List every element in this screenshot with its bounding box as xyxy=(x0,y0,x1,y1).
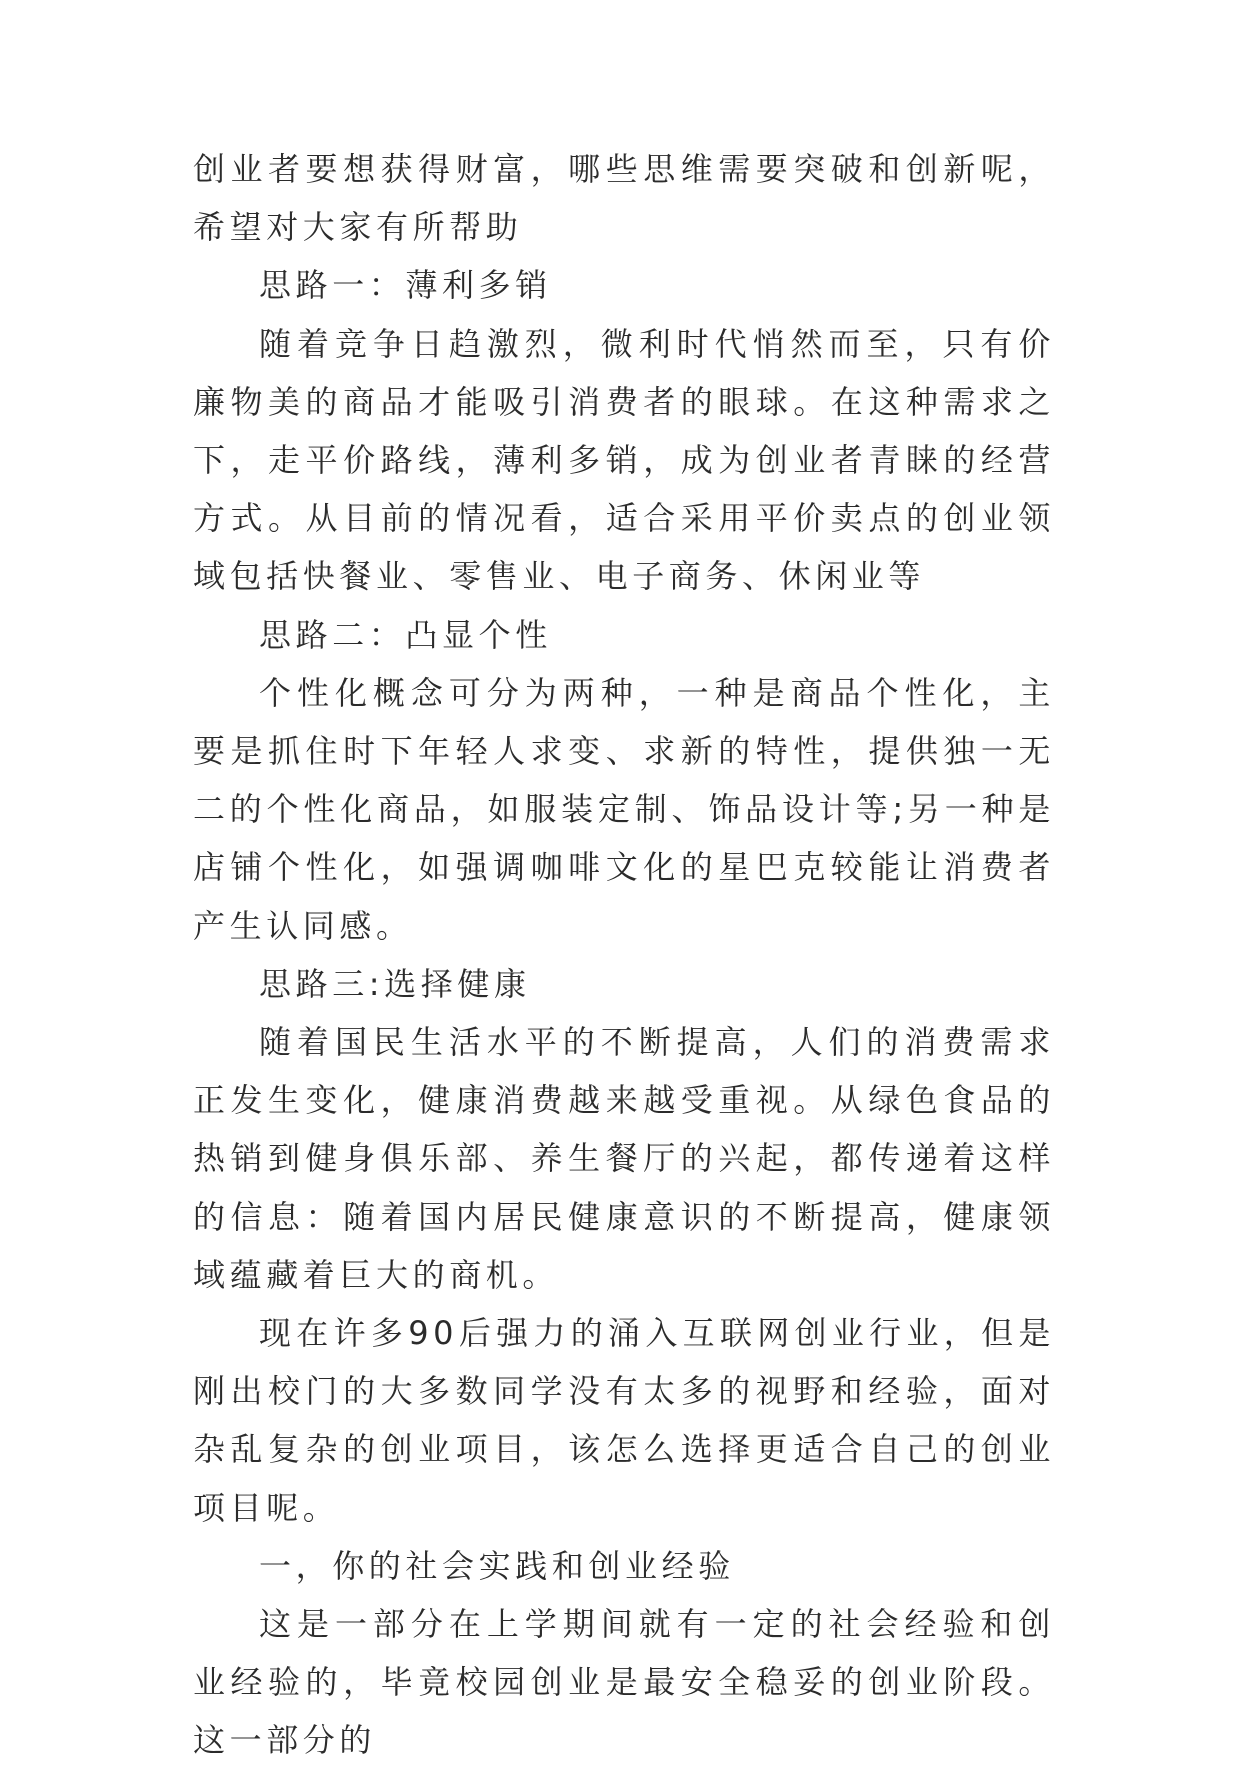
paragraph-idea-three: 随着国民生活水平的不断提高，人们的消费需求正发生变化，健康消费越来越受重视。从绿色食品的热销到健身俱乐部、养生餐厅的兴起，都传递着这样的信息：随着国内居民健康意识的不断提高，健康领域蕴藏着巨大的商机。 xyxy=(193,1023,1055,1294)
section-heading-experience: 一，你的社会实践和创业经验 xyxy=(259,1546,735,1585)
paragraph-post-90s: 现在许多90后强力的涌入互联网创业行业，但是刚出校门的大多数同学没有太多的视野和经验，面对杂乱复杂的创业项目，该怎么选择更适合自己的创业项目呢。 xyxy=(193,1314,1055,1527)
section-heading-idea-three: 思路三:选择健康 xyxy=(259,964,531,1003)
paragraph-idea-two: 个性化概念可分为两种，一种是商品个性化，主要是抓住时下年轻人求变、求新的特性，提供独一无二的个性化商品，如服装定制、饰品设计等;另一种是店铺个性化，如强调咖啡文化的星巴克较能让消费者产生认同感。 xyxy=(193,673,1055,945)
section-heading-idea-one: 思路一：薄利多销 xyxy=(259,266,552,305)
paragraph-idea-one: 随着竞争日趋激烈，微利时代悄然而至，只有价廉物美的商品才能吸引消费者的眼球。在这种需求之下，走平价路线，薄利多销，成为创业者青睐的经营方式。从目前的情况看，适合采用平价卖点的创业领域包括快餐业、零售业、电子商务、休闲业等 xyxy=(193,324,1055,596)
paragraph-experience: 这是一部分在上学期间就有一定的社会经验和创业经验的，毕竟校园创业是最安全稳妥的创业阶段。这一部分的 xyxy=(193,1605,1055,1760)
section-heading-idea-two: 思路二：凸显个性 xyxy=(259,615,552,654)
intro-paragraph: 创业者要想获得财富，哪些思维需要突破和创新呢，希望对大家有所帮助 xyxy=(193,150,1055,247)
